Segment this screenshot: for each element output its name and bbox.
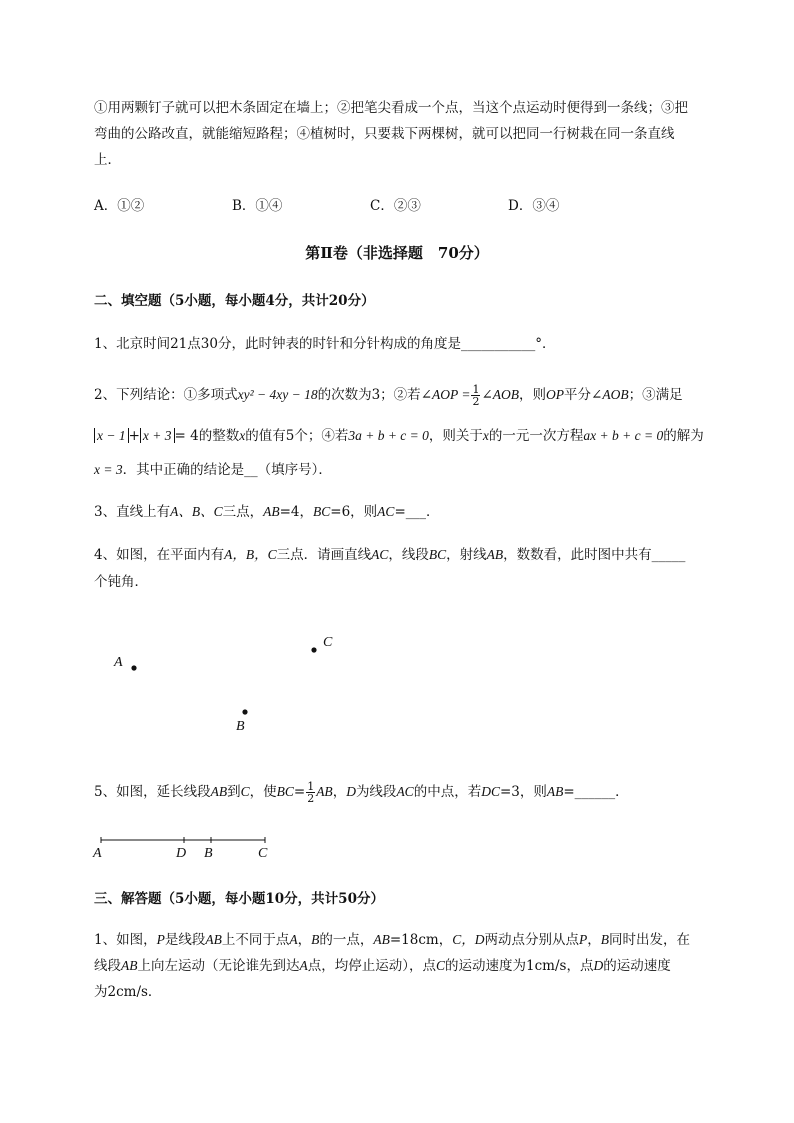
s3q1-l2-b: 上向左运动（无论谁先到达 [137,958,300,974]
q2-text-e: ；③满足 [628,387,683,403]
s3q1-c-2: C [436,958,446,973]
q2-abs-1: x − 1 [94,428,129,443]
point-b-label: B [236,719,245,734]
q5-text-c: ，使 [249,784,277,800]
q4-text-e: ，数数看，此时图中共有_____ [503,547,686,563]
q5-text-g: =3，则 [499,784,547,800]
q2-text-j: 的解为 [663,428,704,444]
q2-angle-aob: ∠AOB [481,387,520,402]
fill-question-2-line-1 [94,384,683,407]
q5-fraction-numerator: 1 [307,780,315,793]
answer-question-1-line-3: 为2cm/s． [94,984,162,1000]
section-3-heading: 三、解答题（5小题，每小题10分，共计50分） [94,891,384,907]
s3q1-text-c: 上不同于点 [221,932,290,948]
fill-question-2-line-2 [94,426,704,446]
q2-text-i: 的一元一次方程 [488,428,584,444]
prev-question-line-1: ①用两颗钉子就可以把木条固定在墙上；②把笔尖看成一个点，当这个点运动时便得到一条线；③把 [94,100,688,116]
q4-text-d: ，射线 [446,547,487,563]
prev-question-line-3: 上． [94,152,121,168]
q5-text-d: ， [332,784,347,800]
q5-ab-3: AB [546,784,564,799]
q5-c: C [240,784,250,799]
q3-text-d: =6，则 [330,504,378,520]
fill-question-5 [94,781,629,804]
q4-bc: BC [428,547,447,562]
s3q1-a-2: A [299,958,308,973]
s3q1-b-2: B [600,932,609,947]
q4-points: A，B，C [224,547,277,562]
q2-abs-2: x + 3 [140,428,175,443]
q2-text-c: ，则 [519,387,547,403]
s3q1-l2-c: 点，均停止运动），点 [307,958,436,974]
option-a: A．①② [94,198,145,214]
q2-text-h: ，则关于 [428,428,483,444]
q5-text-f: 的中点，若 [413,784,482,800]
s3q1-text-h: ， [587,932,601,948]
section-2-heading: 二、填空题（5小题，每小题4分，共计20分） [94,293,375,309]
s3q1-l2-a: 线段 [94,958,121,974]
s3q1-text-i: 同时出发，在 [608,932,690,948]
q2-solution: x = 3 [94,462,123,477]
s3q1-text-a: 1、如图， [94,932,157,948]
q3-ab: AB [263,504,280,519]
q5-text-a: 5、如图，延长线段 [94,784,211,800]
q3-text-c: =4， [279,504,313,520]
q5-ab-2: AB [316,784,333,799]
q2-fraction-numerator: 1 [472,383,480,396]
q5-fraction-half [306,781,315,804]
option-d: D．③④ [508,198,560,214]
q5-eq: = [293,784,306,800]
q5-figure [0,828,794,864]
prev-question-line-2: 弯曲的公路改直，就能缩短路程；④植树时，只要栽下两棵树，就可以把同一行树栽在同一条直线 [94,126,675,142]
s3q1-l2-e: 的运动速度 [603,958,671,974]
q2-text-a: 2、下列结论：①多项式 [94,387,238,403]
q2-condition: 3a + b + c = 0 [348,428,429,443]
s3q1-b: B [311,932,320,947]
q2-fraction-denominator: 2 [472,395,480,408]
point-a-label: A [114,655,123,670]
s3q1-cd: C，D [452,932,485,947]
q3-text-a: 3、直线上有 [94,504,171,520]
q5-ac: AC [396,784,414,799]
s3q1-text-b: 是线段 [164,932,206,948]
q3-text-e: =___． [394,504,440,520]
s3q1-a: A [289,932,298,947]
fill-question-3 [94,502,440,522]
q2-text-g: 的值有5个；④若 [245,428,349,444]
fill-question-4-line-1 [94,545,685,565]
q3-ac: AC [377,504,395,519]
q5-fraction-denominator: 2 [307,792,315,805]
label-b: B [204,846,213,861]
q2-eq4: = 4 [174,428,199,444]
q5-dc: DC [481,784,500,799]
label-c: C [258,846,268,861]
q2-op: OP [546,387,565,402]
q2-text-f: 的整数 [198,428,240,444]
s3q1-text-f: =18cm， [389,932,453,948]
q5-bc: BC [276,784,294,799]
s3q1-p-2: P [578,932,588,947]
part-2-title: 第Ⅱ卷（非选择题 70分） [305,244,489,262]
q4-ab: AB [486,547,504,562]
s3q1-ab: AB [205,932,222,947]
q2-angle-aop: ∠AOP = [420,387,471,402]
q2-fraction-half [471,384,480,407]
q4-text-a: 4、如图，在平面内有 [94,547,225,563]
answer-question-1-line-1 [94,930,690,950]
point-c-label: C [323,635,333,650]
s3q1-ab-3: AB [121,958,138,973]
s3q1-text-d: ， [297,932,312,948]
q4-ac: AC [371,547,389,562]
s3q1-text-e: 的一点， [319,932,374,948]
q3-bc: BC [313,504,331,519]
q3-points: A、B、C [170,504,223,519]
s3q1-ab-2: AB [373,932,390,947]
q2-polynomial: xy² − 4xy − 18 [237,387,318,402]
q5-d: D [346,784,356,799]
q4-text-c: ，线段 [388,547,429,563]
q5-text-b: 到 [227,784,241,800]
q4-text-b: 三点．请画直线 [276,547,372,563]
q3-text-b: 三点， [222,504,264,520]
q2-text-k: ．其中正确的结论是__（填序号）． [122,462,332,478]
q2-x-2: x [482,428,489,443]
option-b: B．①④ [232,198,283,214]
q5-ab: AB [210,784,228,799]
q2-equation: ax + b + c = 0 [583,428,664,443]
q2-aob: ∠AOB [591,387,629,402]
answer-question-1-line-2 [94,956,671,976]
q5-text-e: 为线段 [355,784,397,800]
fill-question-4-line-2: 个钝角． [94,574,148,590]
q2-plus: + [128,428,140,444]
fill-question-2-line-3 [94,460,332,480]
s3q1-l2-d: 的运动速度为1cm/s，点 [445,958,594,974]
option-c: C．②③ [370,198,421,214]
q4-figure [0,620,794,740]
label-a: A [93,846,102,861]
q2-x: x [239,428,246,443]
label-d: D [176,846,187,861]
fill-question-1: 1、北京时间21点30分，此时钟表的时针和分针构成的角度是___________°． [94,336,556,352]
q2-text-d: 平分 [564,387,592,403]
point-a-dot [131,665,136,670]
point-c-dot [311,647,316,652]
point-b-dot [242,709,247,714]
q5-text-h: =______． [563,784,629,800]
q2-text-b: 的次数为3；②若 [317,387,421,403]
s3q1-text-g: 两动点分别从点 [484,932,579,948]
s3q1-p: P [156,932,165,947]
s3q1-d-2: D [593,958,604,973]
